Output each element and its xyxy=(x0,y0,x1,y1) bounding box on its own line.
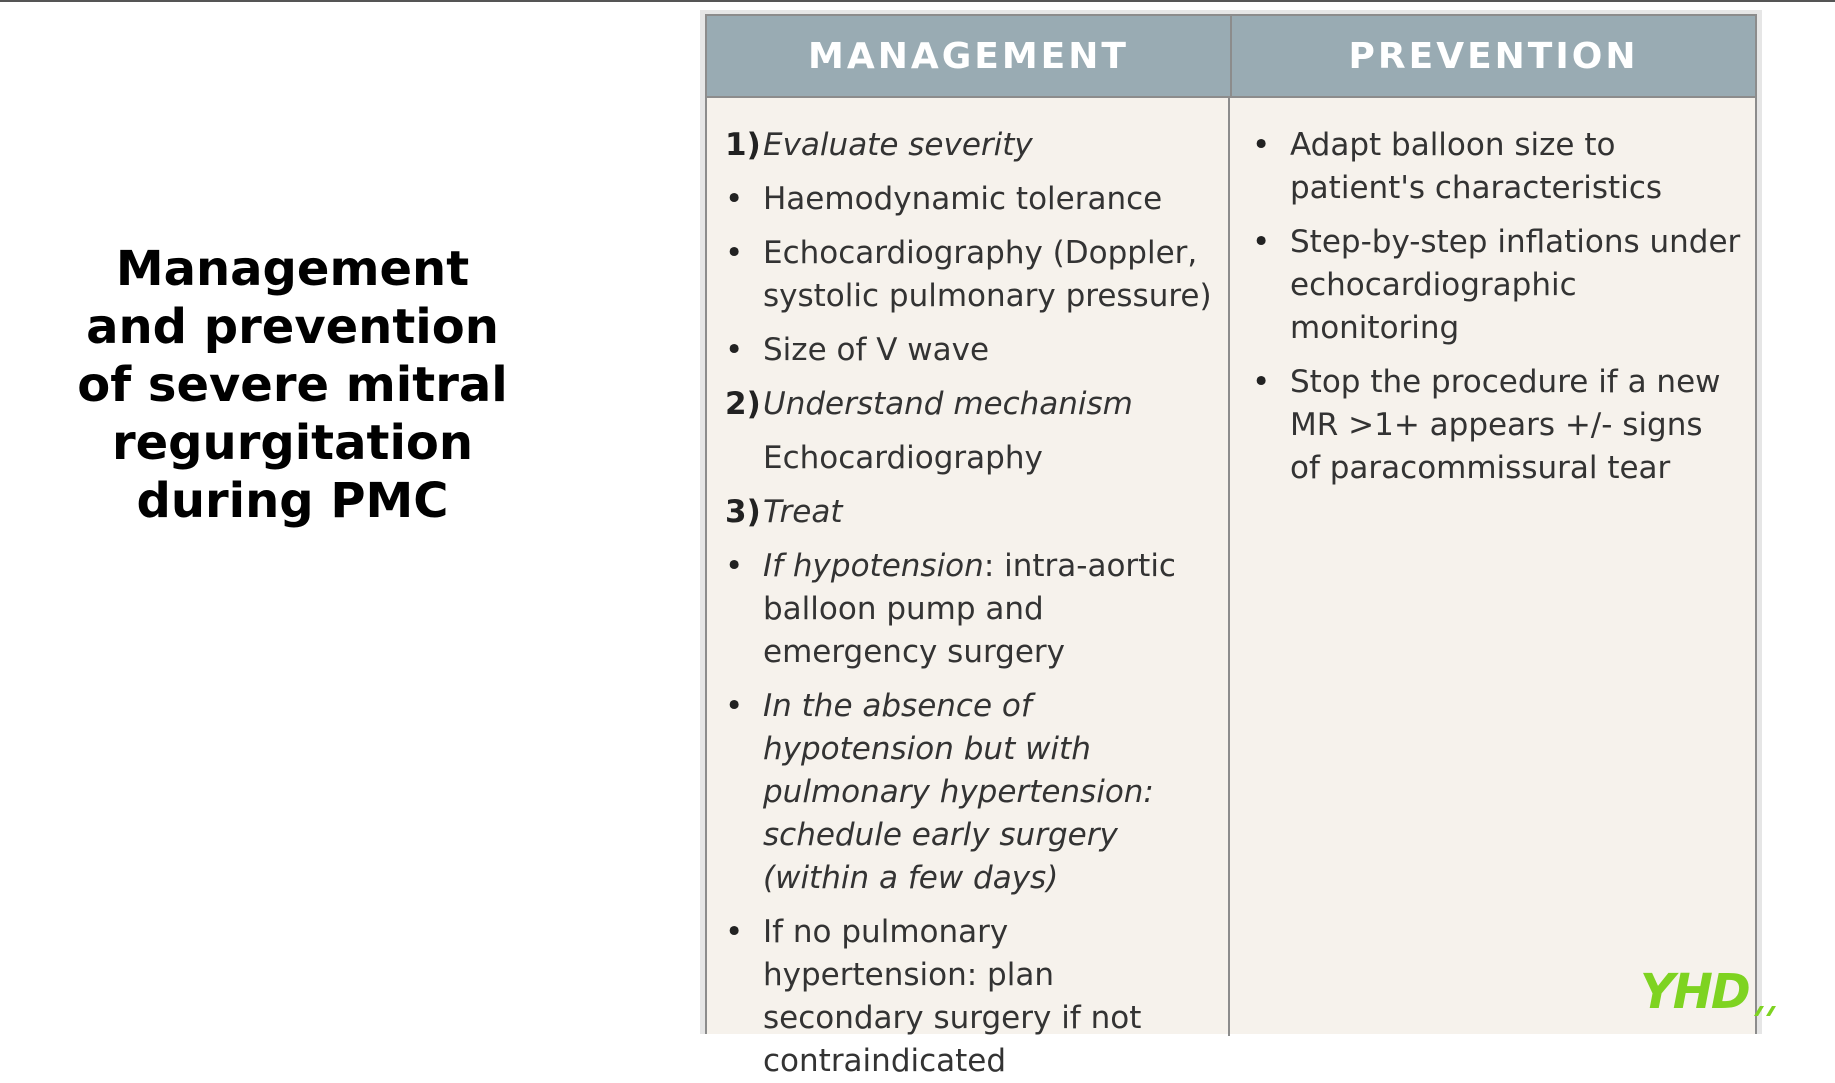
step-text: Treat xyxy=(763,494,843,530)
prevention-column xyxy=(1230,98,1755,1036)
list-item-text: If no pulmonary hypertension: plan secondary surgery if not contraindicated xyxy=(763,914,1142,1079)
step-number: 2) xyxy=(725,386,761,422)
step-text: Evaluate severity xyxy=(763,127,1033,163)
bullet-icon xyxy=(1252,361,1288,404)
bullet-icon xyxy=(725,178,761,221)
bullet-icon xyxy=(725,232,761,275)
table-body-row xyxy=(707,98,1755,1079)
list-item xyxy=(1252,124,1741,210)
top-rule xyxy=(0,0,1835,2)
bullet-icon xyxy=(1252,124,1288,167)
list-item-text: Step-by-step inflations under echocardiographic monitoring xyxy=(1290,224,1741,346)
bullet-icon xyxy=(725,685,761,728)
step-3 xyxy=(725,491,1214,534)
list-item xyxy=(725,232,1214,318)
list-item-text: Stop the procedure if a new MR >1+ appears +/- signs of paracommissural tear xyxy=(1290,364,1721,486)
header-prevention: PREVENTION xyxy=(1348,35,1639,77)
step-1 xyxy=(725,124,1214,167)
step-2 xyxy=(725,383,1214,426)
list-item xyxy=(725,685,1214,900)
step-number: 1) xyxy=(725,127,761,163)
list-item xyxy=(725,911,1214,1083)
list-item xyxy=(725,178,1214,221)
table-header-row xyxy=(707,16,1755,98)
management-column xyxy=(707,98,1230,1079)
step-number: 3) xyxy=(725,494,761,530)
step-text: Understand mechanism xyxy=(763,386,1133,422)
list-item-text: Haemodynamic tolerance xyxy=(763,181,1163,217)
bullet-icon xyxy=(725,329,761,372)
list-item xyxy=(725,329,1214,372)
yhd-logo: YHD xyxy=(1640,964,1749,1020)
list-item-text: Echocardiography (Doppler, systolic pulmonary pressure) xyxy=(763,235,1212,314)
list-item xyxy=(1252,221,1741,350)
table-frame xyxy=(700,10,1762,1079)
step-2-detail xyxy=(725,437,1214,480)
list-item-text: Size of V wave xyxy=(763,332,990,368)
bullet-icon xyxy=(725,545,761,588)
list-item-text: Adapt balloon size to patient's characteristics xyxy=(1290,127,1663,206)
list-item-italic: If hypotension xyxy=(763,548,984,584)
list-item xyxy=(1252,361,1741,490)
bullet-icon xyxy=(725,911,761,954)
management-prevention-table xyxy=(705,14,1757,1079)
bullet-icon xyxy=(1252,221,1288,264)
logo-mark-icon xyxy=(1752,998,1778,1016)
slide-title: Management and prevention of severe mitral regurgitation during PMC xyxy=(77,241,508,529)
list-item-text: In the absence of hypotension but with pulmonary hypertension: schedule early surgery (within a few days) xyxy=(763,688,1154,896)
header-management: MANAGEMENT xyxy=(707,16,1232,96)
list-item xyxy=(725,545,1214,674)
list-item-text: : intra-aortic balloon pump and emergency surgery xyxy=(763,548,1176,670)
list-item-text: Echocardiography xyxy=(763,440,1043,476)
